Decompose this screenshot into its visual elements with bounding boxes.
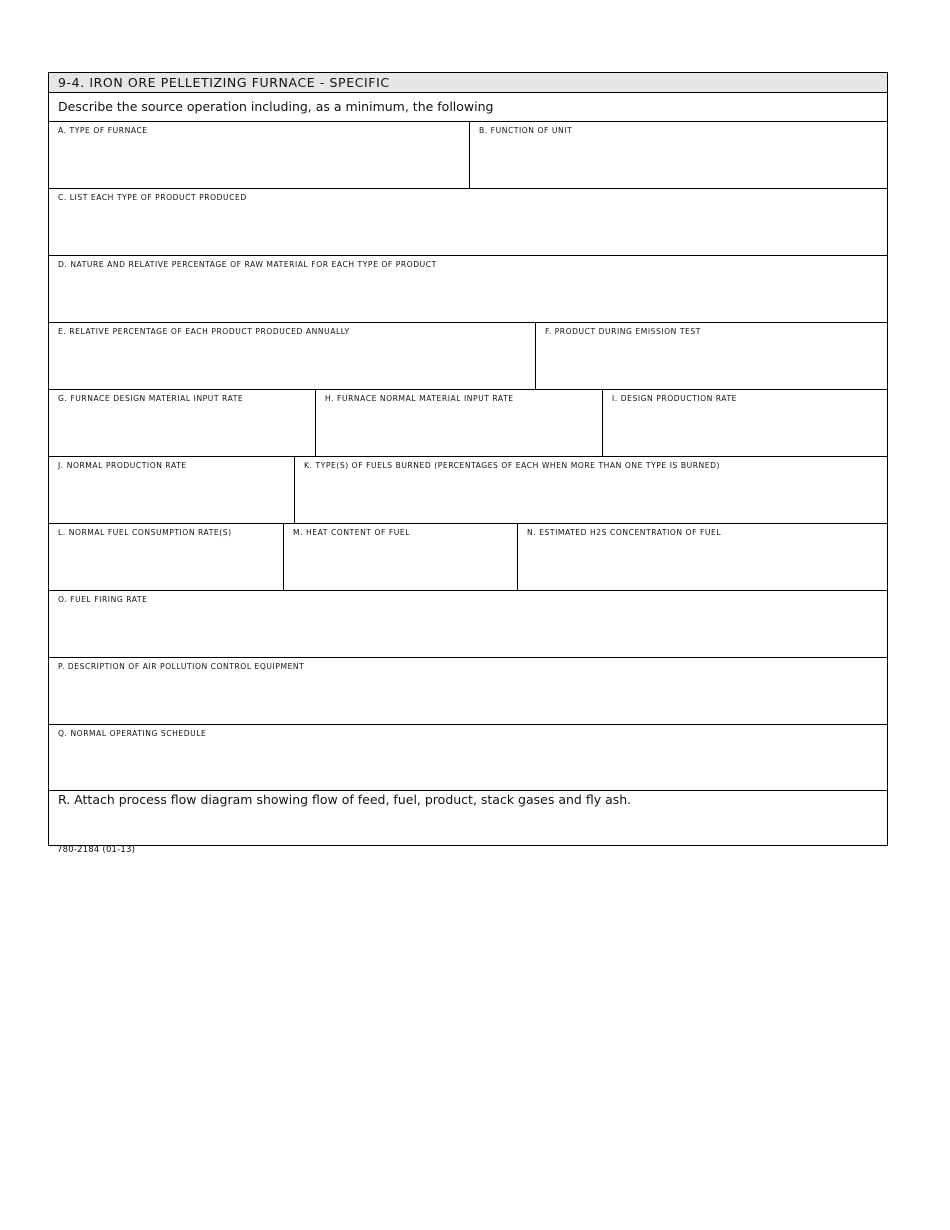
field-label: C. LIST EACH TYPE OF PRODUCT PRODUCED bbox=[58, 193, 247, 202]
field-type-of-furnace[interactable] bbox=[49, 122, 469, 188]
instructions-text: Describe the source operation including, as a minimum, the following bbox=[48, 93, 888, 121]
section-title: 9-4. IRON ORE PELLETIZING FURNACE - SPECIFIC bbox=[48, 72, 888, 93]
field-product-percentage[interactable] bbox=[49, 323, 535, 389]
field-operating-schedule[interactable] bbox=[49, 725, 887, 790]
field-label: E. RELATIVE PERCENTAGE OF EACH PRODUCT PRODUCED ANNUALLY bbox=[58, 327, 350, 336]
field-design-input-rate[interactable] bbox=[49, 390, 315, 456]
field-label: L. NORMAL FUEL CONSUMPTION RATE(S) bbox=[58, 528, 232, 537]
field-fuel-consumption[interactable] bbox=[49, 524, 283, 590]
form-row-ghi bbox=[48, 389, 888, 456]
form-row-o bbox=[48, 590, 888, 657]
attach-flow-diagram-note: R. Attach process flow diagram showing flow of feed, fuel, product, stack gases and fly ash. bbox=[48, 791, 888, 846]
field-label: Q. NORMAL OPERATING SCHEDULE bbox=[58, 729, 207, 738]
form-row-lmn bbox=[48, 523, 888, 590]
field-label: I. DESIGN PRODUCTION RATE bbox=[612, 394, 738, 403]
form-row-q bbox=[48, 724, 888, 791]
field-label: A. TYPE OF FURNACE bbox=[58, 126, 148, 135]
field-label: J. NORMAL PRODUCTION RATE bbox=[58, 461, 187, 470]
field-label: H. FURNACE NORMAL MATERIAL INPUT RATE bbox=[325, 394, 514, 403]
field-design-production-rate[interactable] bbox=[602, 390, 887, 456]
form-row-ab bbox=[48, 121, 888, 188]
field-label: N. ESTIMATED H2S CONCENTRATION OF FUEL bbox=[527, 528, 722, 537]
field-fuel-types[interactable] bbox=[294, 457, 887, 523]
field-label: B. FUNCTION OF UNIT bbox=[479, 126, 573, 135]
field-h2s-concentration[interactable] bbox=[517, 524, 887, 590]
field-normal-production-rate[interactable] bbox=[49, 457, 294, 523]
field-emission-test-product[interactable] bbox=[535, 323, 887, 389]
field-label: F. PRODUCT DURING EMISSION TEST bbox=[545, 327, 701, 336]
field-raw-material[interactable] bbox=[49, 256, 887, 322]
field-product-types[interactable] bbox=[49, 189, 887, 255]
iron-ore-furnace-form bbox=[48, 72, 888, 846]
form-row-p bbox=[48, 657, 888, 724]
field-heat-content[interactable] bbox=[283, 524, 517, 590]
field-normal-input-rate[interactable] bbox=[315, 390, 602, 456]
form-row-c bbox=[48, 188, 888, 255]
field-fuel-firing-rate[interactable] bbox=[49, 591, 887, 657]
field-label: O. FUEL FIRING RATE bbox=[58, 595, 148, 604]
form-row-ef bbox=[48, 322, 888, 389]
field-label: K. TYPE(S) OF FUELS BURNED (PERCENTAGES OF EACH WHEN MORE THAN ONE TYPE IS BURNED) bbox=[304, 461, 721, 470]
form-row-jk bbox=[48, 456, 888, 523]
form-row-d bbox=[48, 255, 888, 322]
field-control-equipment[interactable] bbox=[49, 658, 887, 724]
field-label: P. DESCRIPTION OF AIR POLLUTION CONTROL EQUIPMENT bbox=[58, 662, 305, 671]
field-label: M. HEAT CONTENT OF FUEL bbox=[293, 528, 411, 537]
field-function-of-unit[interactable] bbox=[469, 122, 887, 188]
form-code: 780-2184 (01-13) bbox=[57, 845, 136, 855]
field-label: D. NATURE AND RELATIVE PERCENTAGE OF RAW MATERIAL FOR EACH TYPE OF PRODUCT bbox=[58, 260, 437, 269]
field-label: G. FURNACE DESIGN MATERIAL INPUT RATE bbox=[58, 394, 244, 403]
